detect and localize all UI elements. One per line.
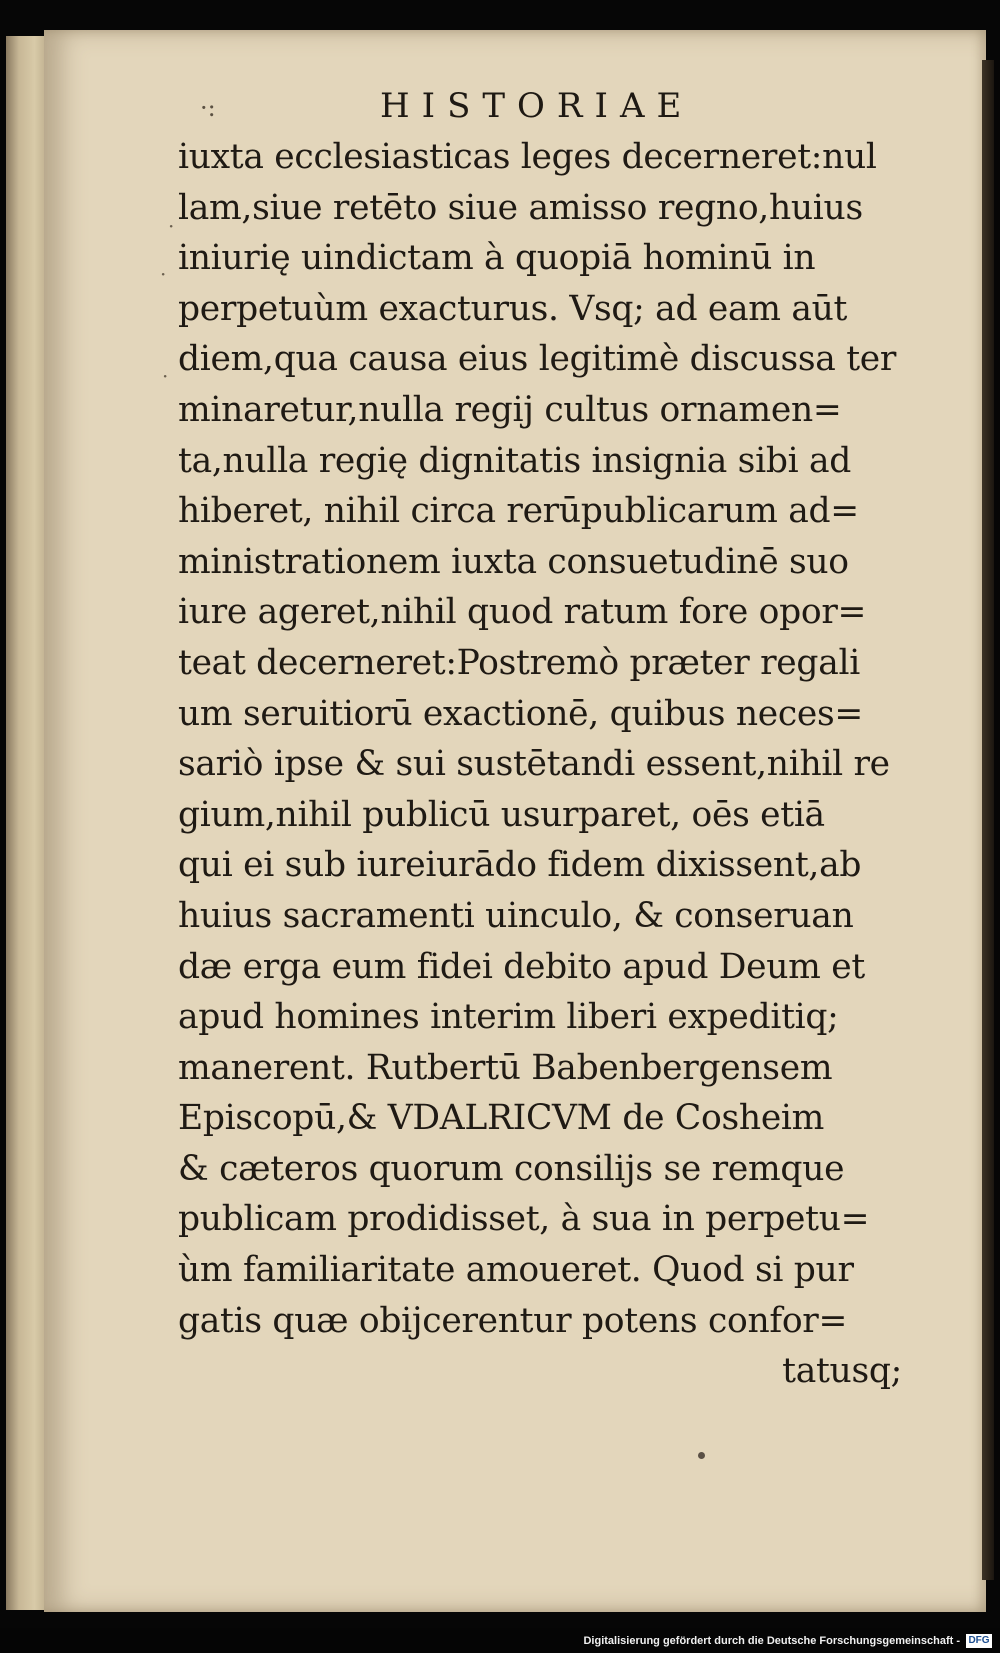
margin-mark: · [160, 262, 167, 286]
body-text [178, 132, 938, 1397]
text-line: ministrationem iuxta consuetudinē suo [178, 541, 849, 582]
text-line: huius sacramenti uinculo, & conseruan [178, 895, 854, 936]
text-line: dæ erga eum fidei debito apud Deum et [178, 946, 865, 987]
ink-blot [698, 1452, 705, 1459]
header-mark: ·: [200, 94, 216, 122]
text-line: & cæteros quorum consilijs se remque [178, 1148, 845, 1189]
text-line: Episcopū,& VDALRICVM de Cosheim [178, 1098, 825, 1139]
text-line: sariò ipse & sui sustētandi essent,nihil re [178, 744, 890, 785]
dfg-logo: DFG [966, 1634, 992, 1648]
text-line: apud homines interim liberi expeditiq; [178, 997, 839, 1038]
text-line: qui ei sub iureiurādo fidem dixissent,ab [178, 845, 862, 886]
text-line: ùm familiaritate amoueret. Quod si pur [178, 1250, 854, 1291]
running-head: HISTORIAE [380, 86, 694, 126]
text-line: iure ageret,nihil quod ratum fore opor= [178, 592, 867, 633]
margin-mark: · [162, 364, 169, 388]
text-line: gatis quæ obijcerentur potens confor= [178, 1300, 848, 1341]
text-line: publicam prodidisset, à sua in perpetu= [178, 1199, 870, 1240]
text-line: perpetuùm exacturus. Vsq; ad eam aūt [178, 288, 848, 329]
page-gutter-shadow [982, 60, 994, 1580]
text-line: lam,siue retēto siue amisso regno,huius [178, 187, 863, 228]
text-line: gium,nihil publicū usurparet, oēs etiā [178, 794, 825, 835]
text-line: ta,nulla regię dignitatis insignia sibi ad [178, 440, 852, 481]
text-line: teat decerneret:Postremò præter regali [178, 642, 860, 683]
text-line: hiberet, nihil circa rerūpublicarum ad= [178, 491, 859, 532]
text-line: minaretur,nulla regij cultus ornamen= [178, 389, 842, 430]
text-line: iniurię uindictam à quopiā hominū in [178, 238, 816, 279]
margin-mark: · [168, 214, 175, 238]
text-line: iuxta ecclesiasticas leges decerneret:nul [178, 137, 877, 177]
catchword: tatusq; [782, 1351, 902, 1392]
funding-credit: Digitalisierung gefördert durch die Deutsche Forschungsgemeinschaft - [583, 1635, 960, 1647]
text-line: manerent. Rutbertū Babenbergensem [178, 1047, 833, 1088]
text-line: um seruitiorū exactionē, quibus neces= [178, 693, 864, 734]
text-line: diem,qua causa eius legitimè discussa ter [178, 339, 897, 380]
